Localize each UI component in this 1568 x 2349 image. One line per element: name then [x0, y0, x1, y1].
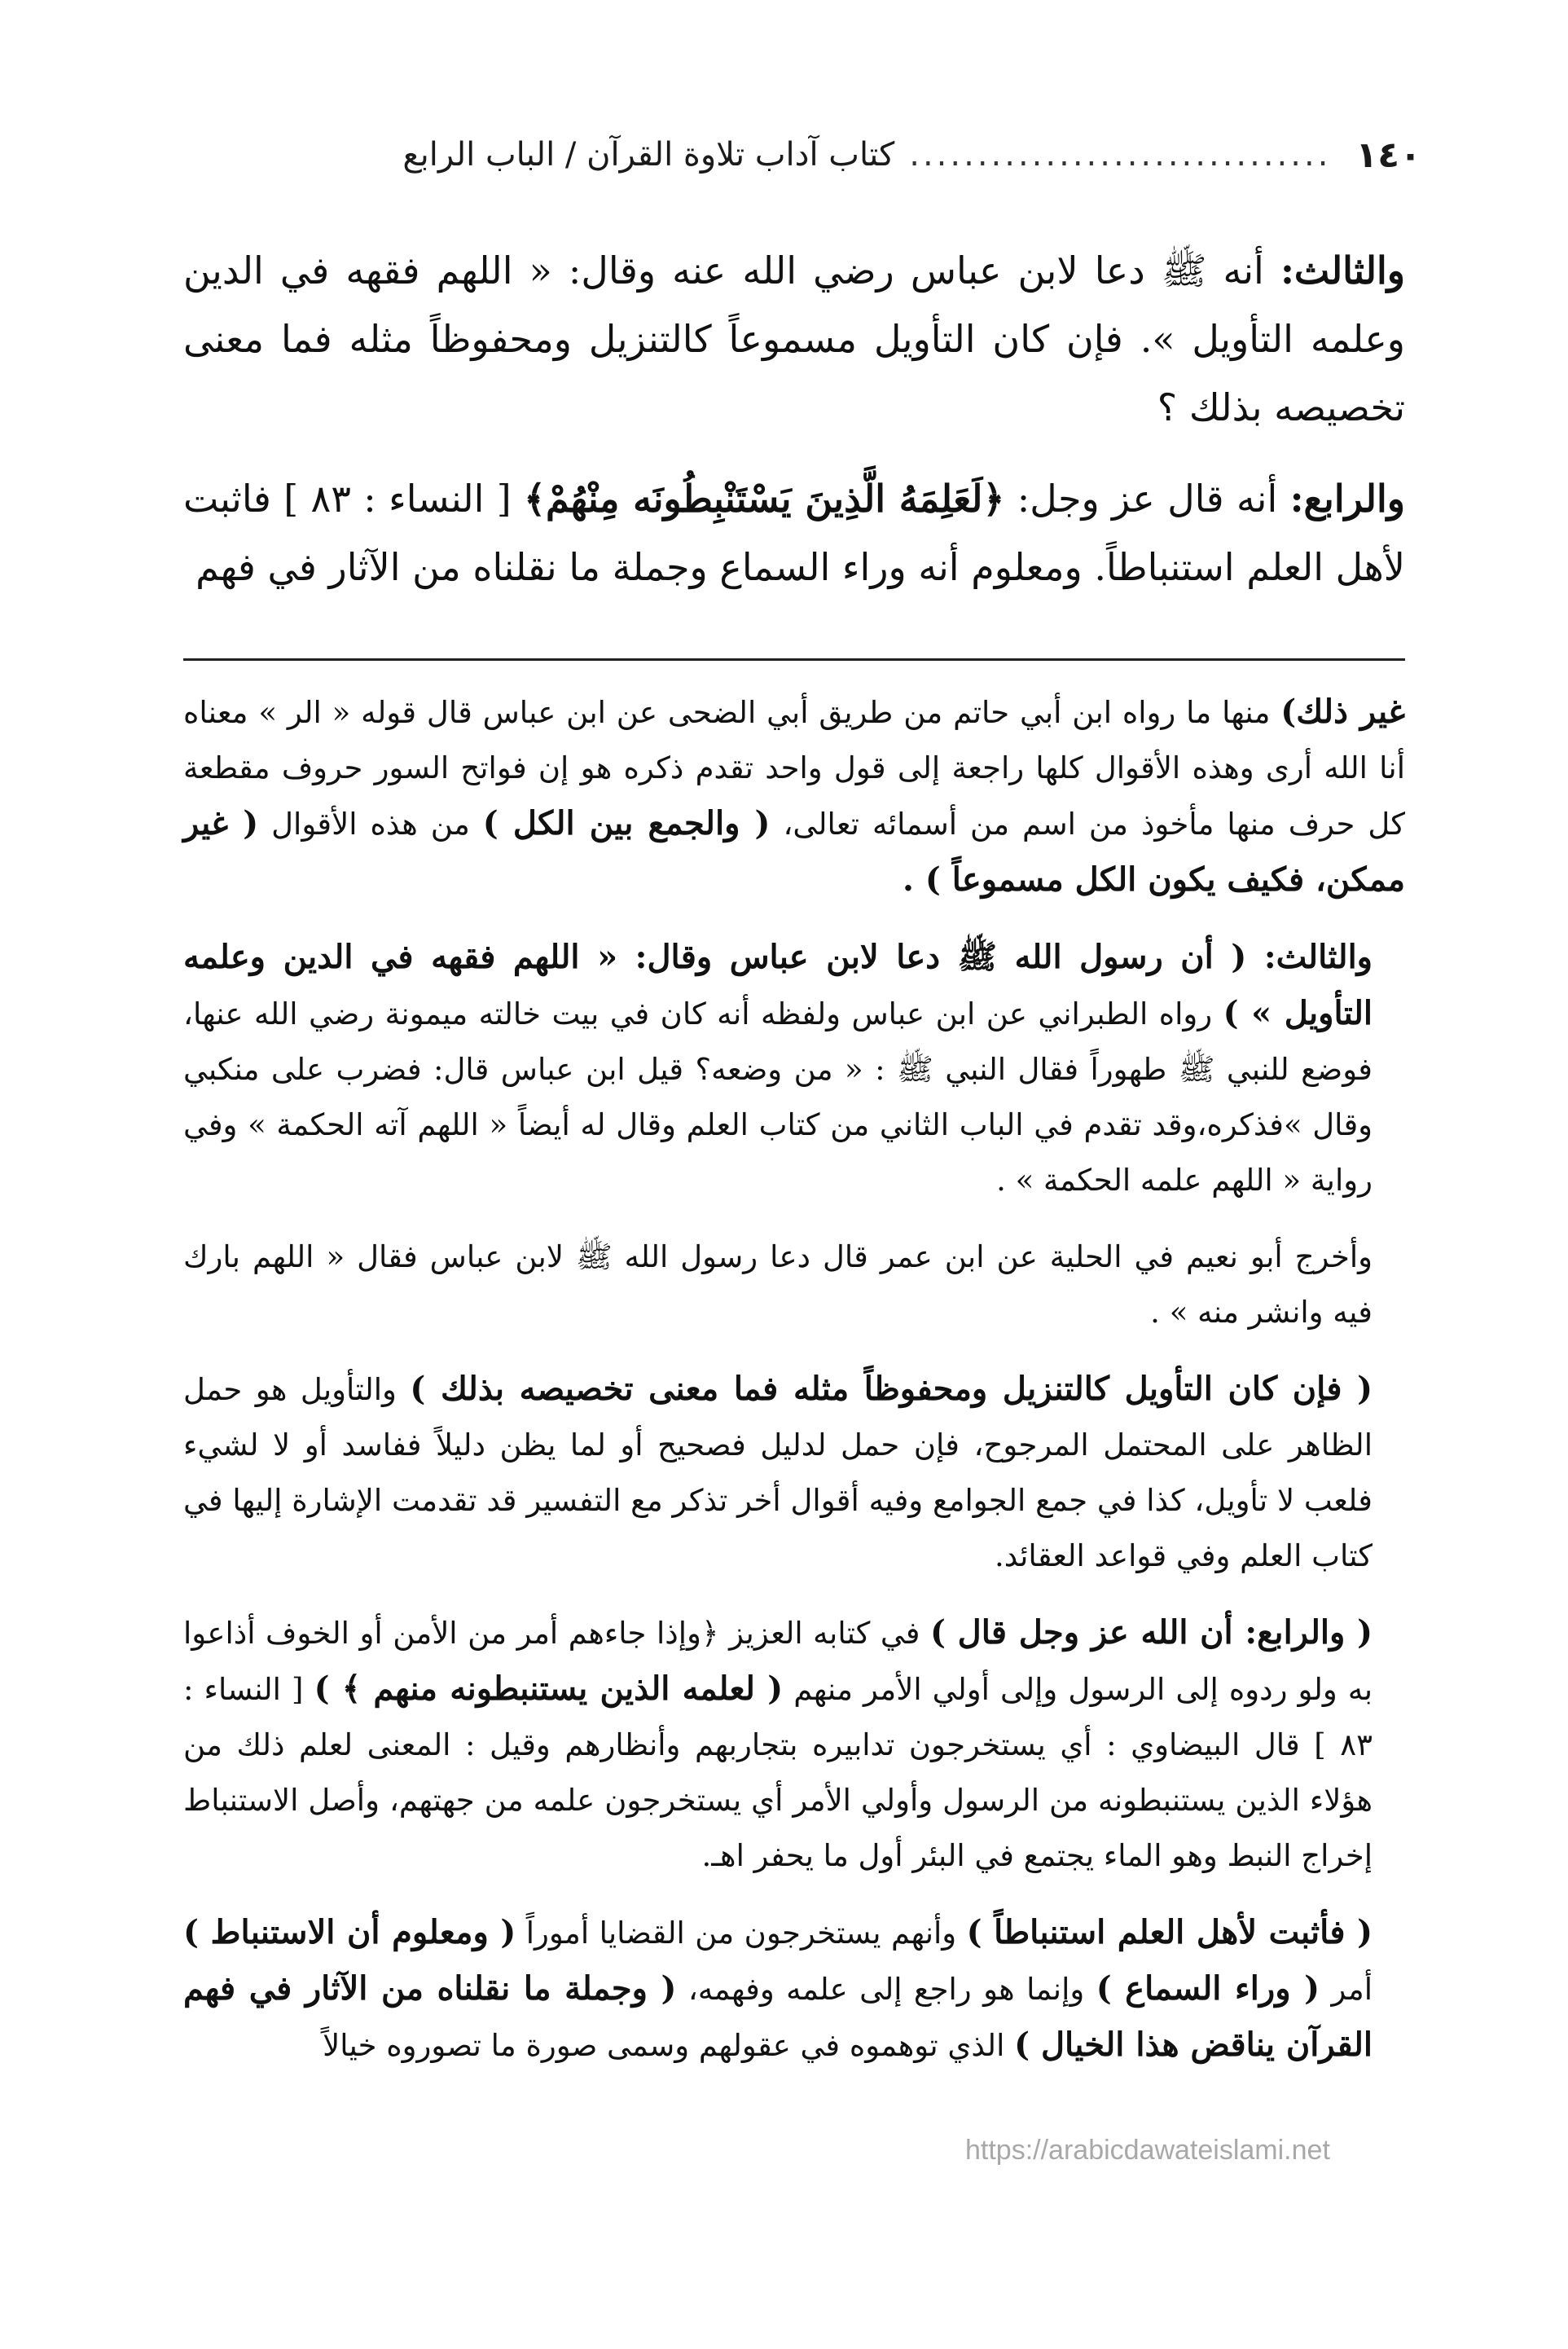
paragraph-text: أنه ﷺ دعا لابن عباس رضي الله عنه وقال: « اللهم فقهه في الدين وعلمه التأويل ». فإن كان التأويل مسموعاً كالتنزيل ومحفوظاً مثله فما معنى تخصيصه بذلك ؟	[183, 249, 1405, 429]
commentary-paragraph	[183, 1605, 1405, 1884]
commentary-text: [ النساء : ٨٣ ] قال البيضاوي : أي يستخرجون تدابيره بتجاربهم وأنظارهم وقيل : المعنى لعلم ذلك من هؤلاء الذين يستنبطونه من الرسول وأولي الأمر أي يستخرجون علمه من جهتهم، وأصل الاستنباط إخراج النبط وهو الماء يجتمع في البئر أول ما يحفر اهـ.	[183, 1672, 1373, 1873]
commentary-quote: ( وجملة ما نقلناه من الآثار في فهم القرآن يناقض هذا الخيال )	[183, 1969, 1373, 2064]
commentary-paragraph	[183, 930, 1405, 1208]
main-paragraph-fourth	[183, 464, 1405, 601]
commentary-text: والتأويل هو حمل الظاهر على المحتمل المرجوح، فإن حمل لدليل فصحيح أو لما يظن دليلاً ففاسد أو لا لشيء فلعب لا تأويل، كذا في جمع الجوامع وفيه أقوال أخر تذكر مع التفسير قد تقدمت الإشارة إليها في كتاب العلم وفي قواعد العقائد.	[183, 1372, 1373, 1573]
commentary-quote: ( وراء السماع )	[1096, 1969, 1320, 2008]
commentary-quote: ( فأثبت لأهل العلم استنباطاً )	[966, 1913, 1373, 1951]
commentary-quote: ( لعلمه الذين يستنبطونه منهم ﴾ )	[314, 1669, 784, 1708]
running-header	[183, 122, 1421, 187]
footnote-divider	[183, 658, 1405, 661]
commentary-text: وإنما هو راجع إلى علمه وفهمه،	[687, 1972, 1085, 2007]
commentary-text: من هذه الأقوال	[271, 807, 470, 842]
commentary-paragraph	[183, 1229, 1405, 1340]
header-title: كتاب آداب تلاوة القرآن / الباب الرابع	[402, 136, 895, 174]
paragraph-text: [ النساء : ٨٣ ] فاثبت لأهل العلم استنباطاً. ومعلوم أنه وراء السماع وجملة ما نقلناه من الآثار في فهم	[183, 477, 1405, 589]
commentary-text: أمر	[1331, 1972, 1373, 2007]
commentary-text: رواه الطبراني عن ابن عباس ولفظه أنه كان في بيت خالته ميمونة رضي الله عنها، فوضع للنبي ﷺ طهوراً فقال النبي ﷺ : « من وضعه؟ قيل ابن عباس قال: فضرب على منكبي وقال »فذكره،وقد تقدم في الباب الثاني من كتاب العلم وقال له أيضاً « اللهم آته الحكمة » وفي رواية « اللهم علمه الحكمة » .	[183, 996, 1373, 1198]
paragraph-text: أنه قال عز وجل:	[1017, 477, 1278, 521]
watermark-url: https://arabicdawateislami.net	[965, 2135, 1330, 2166]
commentary-paragraph	[183, 684, 1405, 908]
commentary-quote: والثالث: ( أن رسول الله ﷺ دعا لابن عباس وقال: « اللهم فقهه في الدين وعلمه التأويل » )	[183, 938, 1373, 1032]
commentary-quote: ( غير ممكن، فكيف يكون الكل مسموعاً ) .	[183, 804, 1405, 899]
commentary-quote: ( فإن كان التأويل كالتنزيل ومحفوظاً مثله فما معنى تخصيصه بذلك )	[410, 1370, 1373, 1408]
commentary-text: الذي توهموه في عقولهم وسمى صورة ما تصوروه خيالاً	[323, 2028, 1005, 2063]
commentary-text: منها ما رواه ابن أبي حاتم من طريق أبي الضحى عن ابن عباس قال قوله « الر » معناه أنا الله أرى وهذه الأقوال كلها راجعة إلى قول واحد تقدم ذكره هو إن فواتح السور حروف مقطعة كل حرف منها مأخوذ من اسم من أسمائه تعالى،	[183, 695, 1406, 842]
commentary-text: وأنهم يستخرجون من القضايا أموراً	[525, 1916, 957, 1951]
quran-verse: ﴿لَعَلِمَهُ الَّذِينَ يَسْتَنْبِطُونَه مِنْهُمْ﴾	[524, 477, 1005, 521]
page-number: ١٤٠	[1355, 134, 1421, 176]
paragraph-lead: والرابع:	[1289, 477, 1406, 521]
commentary-paragraph	[183, 1361, 1405, 1584]
commentary-text: وأخرج أبو نعيم في الحلية عن ابن عمر قال دعا رسول الله ﷺ لابن عباس فقال « اللهم بارك فيه وانشر منه » .	[183, 1239, 1373, 1330]
main-paragraph-third	[183, 236, 1405, 442]
header-dot-leader: ...............................	[909, 136, 1332, 174]
commentary-text: في كتابه العزيز ﴿وإذا جاءهم أمر من الأمن أو الخوف أذاعوا به ولو ردوه إلى الرسول وإلى أولي الأمر منهم	[183, 1616, 1373, 1707]
paragraph-lead: والثالث:	[1280, 249, 1406, 293]
commentary-paragraph	[183, 1905, 1405, 2074]
commentary-quote: ( والرابع: أن الله عز وجل قال )	[930, 1613, 1373, 1652]
commentary-quote: ( ومعلوم أن الاستنباط )	[183, 1913, 516, 1951]
commentary-quote: غير ذلك)	[1280, 693, 1405, 731]
commentary-section	[183, 684, 1405, 2095]
commentary-quote: ( والجمع بين الكل )	[482, 804, 771, 842]
main-text	[183, 236, 1405, 624]
